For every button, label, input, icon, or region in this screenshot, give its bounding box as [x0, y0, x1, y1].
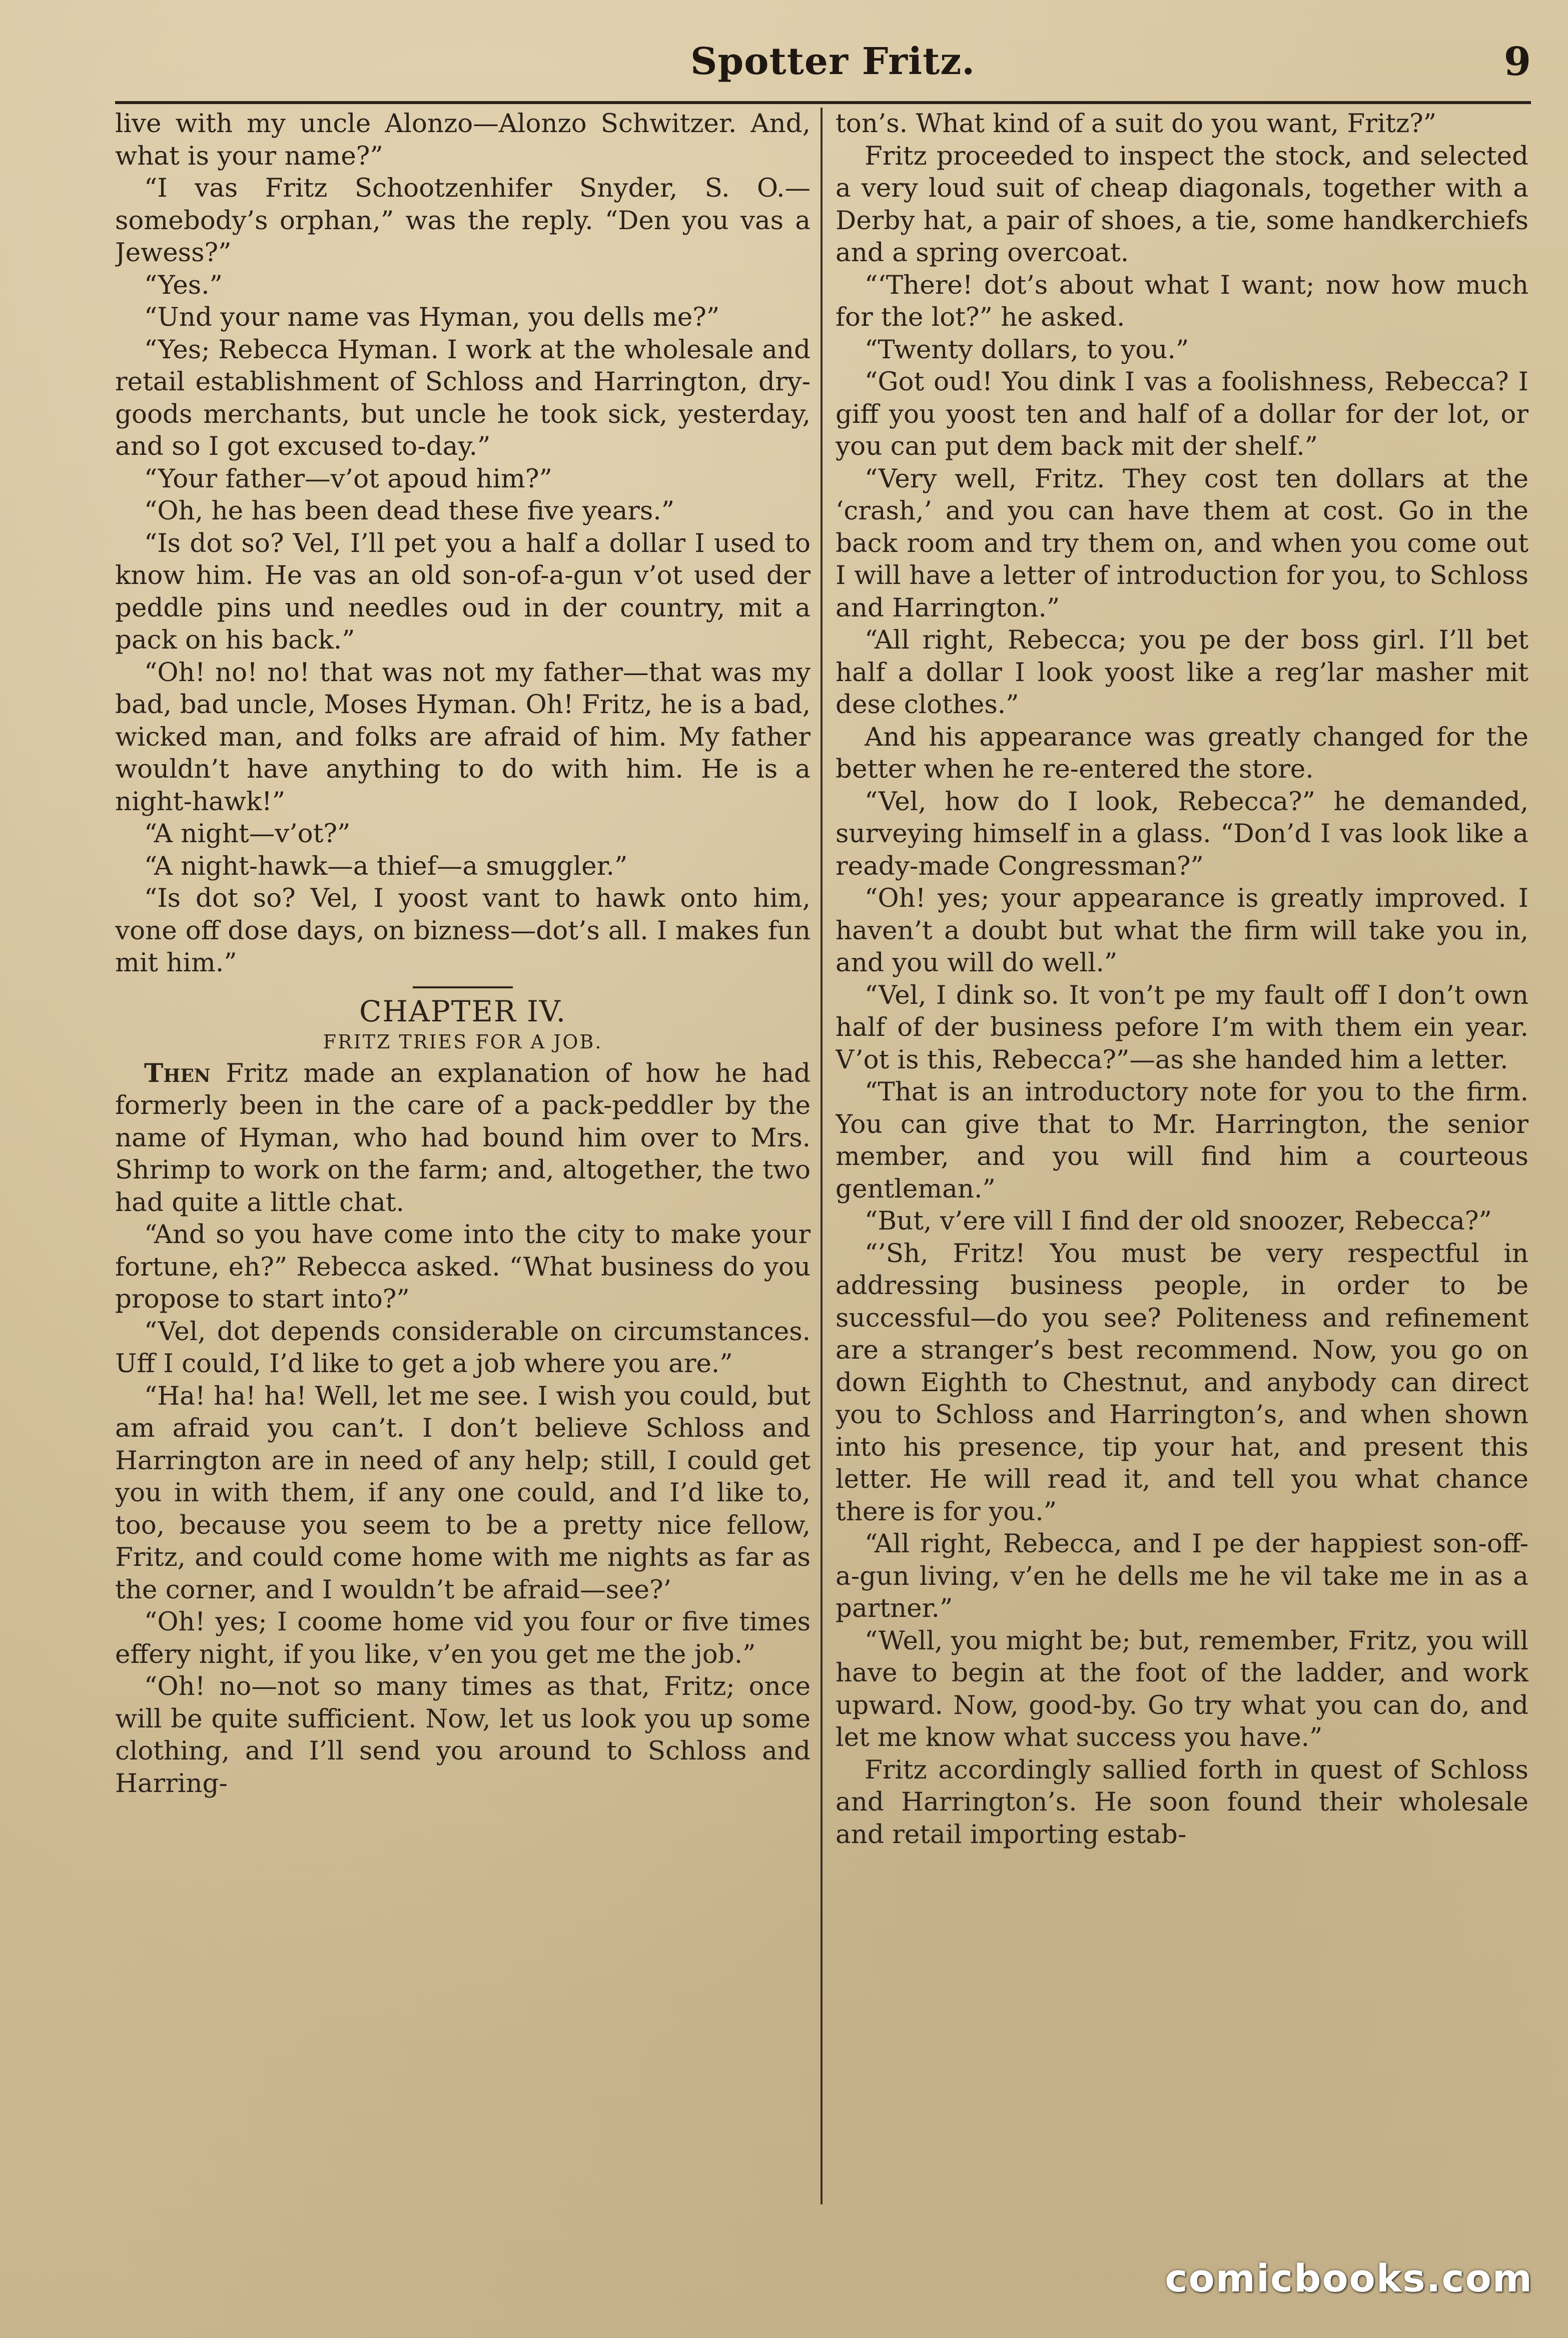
paragraph: “Is dot so? Vel, I’ll pet you a half a dollar I used to know him. He vas an old son-of-a-gun v’ot used der peddle pins und needles oud in der country, mit a pack on his back.”: [115, 528, 811, 655]
paragraph: “Very well, Fritz. They cost ten dollars at the ‘crash,’ and you can have them at cost. Go in the back room and try them on, and when you come out I will have a letter of introduction for you, to Schloss and Harrington.”: [836, 463, 1528, 623]
site-watermark: comicbooks.com: [1165, 2256, 1533, 2300]
page-number: 9: [1503, 39, 1531, 85]
chapter-opening-text: Fritz made an explanation of how he had formerly been in the care of a pack-peddler by the name of Hyman, who had bound him over to Mrs. Shrimp to work on the farm; and, altogether, the two had quite a little chat.: [115, 1058, 811, 1218]
paragraph: “Yes; Rebecca Hyman. I work at the wholesale and retail establishment of Schloss and Harrington, dry-goods merchants, but uncle he took sick, yesterday, and so I got excused to-day.”: [115, 334, 811, 461]
chapter-dropcap-word: Then: [144, 1058, 211, 1088]
paragraph: “That is an introductory note for you to the firm. You can give that to Mr. Harrington, the senior member, and you will find him a courteous gentleman.”: [836, 1077, 1528, 1204]
right-column: [836, 108, 1528, 2204]
paragraph: “‘There! dot’s about what I want; now how much for the lot?” he asked.: [836, 270, 1528, 332]
paragraph: “A night-hawk—a thief—a smuggler.”: [144, 851, 628, 881]
paragraph: “All right, Rebecca; you pe der boss girl. I’ll bet half a dollar I look yoost like a reg’lar masher mit dese clothes.”: [836, 625, 1528, 720]
paragraph: “Yes.”: [144, 270, 223, 300]
paragraph: “Your father—v’ot apoud him?”: [144, 463, 552, 494]
paragraph: “Twenty dollars, to you.”: [865, 334, 1189, 365]
paragraph: “Oh! yes; your appearance is greatly improved. I haven’t a doubt but what the firm will take you in, and you will do well.”: [836, 883, 1528, 978]
chapter-opening-paragraph: [115, 1057, 811, 1219]
paragraph: “Well, you might be; but, remember, Fritz, you will have to begin at the foot of the ladder, and work upward. Now, good-by. Go try what you can do, and let me know what success you have.”: [836, 1625, 1528, 1752]
paragraph: “’Sh, Fritz! You must be very respectful in addressing business people, in order to be successful—do you see? Politeness and refinement are a stranger’s best recommend. Now, you go on down Eighth to Chestnut, and anybody can direct you to Schloss and Harrington’s, and when shown into his presence, tip your hat, and present this letter. He will read it, and tell you what chance there is for you.”: [836, 1238, 1528, 1527]
chapter-subtitle: FRITZ TRIES FOR A JOB.: [323, 1030, 603, 1053]
paragraph: “Is dot so? Vel, I yoost vant to hawk onto him, vone off dose days, on bizness—dot’s all. I makes fun mit him.”: [115, 883, 811, 978]
chapter-rule: [413, 986, 513, 988]
paragraph: “Vel, I dink so. It von’t pe my fault off I don’t own half of der business pefore I’m with them ein year. V’ot is this, Rebecca?”—as she handed him a letter.: [836, 980, 1528, 1075]
paragraph: And his appearance was greatly changed for the better when he re-entered the store.: [836, 722, 1528, 784]
paragraph: “A night—v’ot?”: [144, 819, 351, 849]
paragraph: “Vel, how do I look, Rebecca?” he demanded, surveying himself in a glass. “Don’d I vas look like a ready-made Congressman?”: [836, 786, 1528, 881]
header-rule: [115, 101, 1531, 104]
paragraph: Fritz accordingly sallied forth in quest of Schloss and Harrington’s. He soon found their wholesale and retail importing estab-: [836, 1755, 1528, 1850]
column-divider: [821, 108, 823, 2204]
paragraph: Fritz proceeded to inspect the stock, and selected a very loud suit of cheap diagonals, together with a Derby hat, a pair of shoes, a tie, some handkerchiefs and a spring overcoat.: [836, 141, 1528, 268]
paragraph: “And so you have come into the city to make your fortune, eh?” Rebecca asked. “What business do you propose to start into?”: [115, 1220, 811, 1314]
paragraph: “Oh, he has been dead these five years.”: [144, 496, 675, 526]
paragraph: “I vas Fritz Schootzenhifer Snyder, S. O.—somebody’s orphan,” was the reply. “Den you vas a Jewess?”: [115, 173, 811, 268]
paragraph: “But, v’ere vill I find der old snoozer, Rebecca?”: [865, 1206, 1492, 1236]
left-column: [115, 108, 811, 2204]
paragraph: “Und your name vas Hyman, you dells me?”: [144, 302, 720, 332]
paragraph: “Oh! no! no! that was not my father—that was my bad, bad uncle, Moses Hyman. Oh! Fritz, he is a bad, wicked man, and folks are afraid of him. My father wouldn’t have anything to do with him. He is a night-hawk!”: [115, 657, 811, 817]
paragraph: “Vel, dot depends considerable on circumstances. Uff I could, I’d like to get a job where you are.”: [115, 1316, 811, 1379]
paragraph: live with my uncle Alonzo—Alonzo Schwitzer. And, what is your name?”: [115, 109, 811, 171]
paragraph: “Got oud! You dink I vas a foolishness, Rebecca? I giff you yoost ten and half of a dollar for der lot, or you can put dem back mit der shelf.”: [836, 367, 1528, 461]
paragraph: “Oh! no—not so many times as that, Fritz; once will be quite sufficient. Now, let us look you up some clothing, and I’ll send you around to Schloss and Harring-: [115, 1671, 811, 1799]
chapter-title: CHAPTER IV.: [359, 994, 567, 1028]
paragraph: ton’s. What kind of a suit do you want, Fritz?”: [836, 109, 1437, 139]
paragraph: “All right, Rebecca, and I pe der happiest son-off-a-gun living, v’en he dells me he vil take me in as a partner.”: [836, 1529, 1528, 1623]
paragraph: “Oh! yes; I coome home vid you four or five times effery night, if you like, v’en you get me the job.”: [115, 1607, 811, 1669]
paragraph: “Ha! ha! ha! Well, let me see. I wish you could, but am afraid you can’t. I don’t believe Schloss and Harrington are in need of any help; still, I could get you in with them, if any one could, and I’d like to, too, because you seem to be a pretty nice fellow, Fritz, and could come home with me nights as far as the corner, and I wouldn’t be afraid—see?’: [115, 1381, 811, 1605]
page-header: [115, 15, 1531, 100]
running-title: Spotter Fritz.: [690, 40, 976, 83]
